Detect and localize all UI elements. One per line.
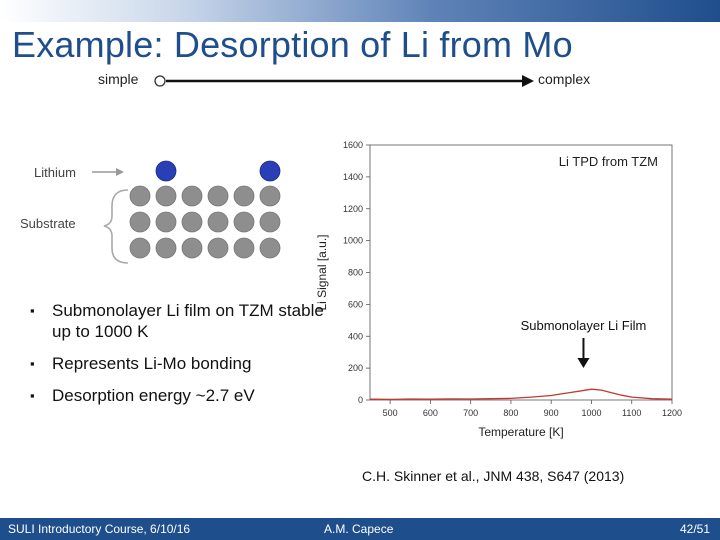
bullet-item: [30, 300, 330, 342]
substrate-atom: [208, 212, 228, 232]
bullet-item: [30, 385, 330, 406]
y-tick-label: 400: [347, 331, 363, 342]
chart-plot-frame: [370, 145, 672, 400]
substrate-atom: [260, 212, 280, 232]
tpd-chart: [310, 130, 700, 450]
slide-title: Example: Desorption of Li from Mo: [12, 24, 573, 65]
chart-title: Li TPD from TZM: [558, 154, 658, 169]
lithium-substrate-diagram: [10, 148, 300, 273]
substrate-label: Substrate: [20, 216, 76, 231]
scale-simple-label: simple: [98, 71, 139, 87]
substrate-atom: [260, 186, 280, 206]
lithium-atom: [156, 161, 176, 181]
bullet-square-icon: ▪: [30, 356, 35, 371]
x-tick-label: 500: [382, 408, 398, 418]
x-axis-label: Temperature [K]: [478, 425, 564, 439]
footer-page-number: 42/51: [679, 522, 710, 536]
substrate-atom: [130, 212, 150, 232]
bullet-text: Submonolayer Li film on TZM stable up to 1000 K: [52, 301, 324, 341]
x-tick-label: 800: [503, 408, 519, 418]
x-tick-label: 700: [463, 408, 479, 418]
bullet-list: [30, 300, 330, 417]
x-tick-label: 1100: [622, 408, 642, 418]
y-tick-label: 800: [347, 267, 363, 278]
lithium-label: Lithium: [34, 165, 76, 180]
y-tick-label: 600: [347, 299, 363, 310]
substrate-atom: [130, 238, 150, 258]
complexity-scale-arrow: [150, 70, 540, 92]
scale-start-circle: [155, 76, 165, 86]
y-tick-label: 200: [347, 363, 363, 374]
lithium-arrow-head: [116, 168, 124, 176]
scale-complex-label: complex: [538, 71, 591, 87]
substrate-atom: [208, 238, 228, 258]
substrate-atom: [156, 186, 176, 206]
substrate-atom: [130, 186, 150, 206]
bullet-square-icon: ▪: [30, 303, 35, 318]
substrate-atom: [182, 186, 202, 206]
y-tick-label: 1600: [342, 140, 363, 150]
y-tick-label: 0: [357, 395, 363, 405]
annotation-label: Submonolayer Li Film: [520, 318, 647, 333]
y-tick-label: 1400: [342, 171, 363, 182]
x-tick-label: 900: [543, 408, 559, 418]
y-axis-label: Li Signal [a.u.]: [315, 234, 329, 311]
footer-bar: [0, 518, 720, 540]
substrate-atom: [208, 186, 228, 206]
substrate-atom: [182, 212, 202, 232]
substrate-bracket: [104, 190, 128, 263]
citation: C.H. Skinner et al., JNM 438, S647 (2013): [362, 468, 625, 484]
atom-grid: [130, 161, 280, 258]
substrate-atom: [234, 186, 254, 206]
x-tick-label: 600: [422, 408, 438, 418]
bullet-item: [30, 353, 330, 374]
scale-arrowhead: [522, 75, 534, 87]
y-tick-label: 1000: [342, 235, 363, 246]
substrate-atom: [234, 212, 254, 232]
footer-course: SULI Introductory Course, 6/10/16: [8, 522, 191, 536]
substrate-atom: [182, 238, 202, 258]
substrate-atom: [156, 212, 176, 232]
top-accent-bar: [0, 0, 720, 22]
lithium-atom: [260, 161, 280, 181]
footer-author: A.M. Capece: [324, 522, 394, 536]
bullet-square-icon: ▪: [30, 388, 35, 403]
bullet-text: Represents Li-Mo bonding: [52, 354, 252, 373]
substrate-atom: [156, 238, 176, 258]
y-tick-label: 1200: [342, 203, 363, 214]
substrate-atom: [234, 238, 254, 258]
x-tick-label: 1000: [581, 408, 602, 418]
bullet-text: Desorption energy ~2.7 eV: [52, 386, 255, 405]
x-tick-label: 1200: [661, 408, 683, 418]
substrate-atom: [260, 238, 280, 258]
